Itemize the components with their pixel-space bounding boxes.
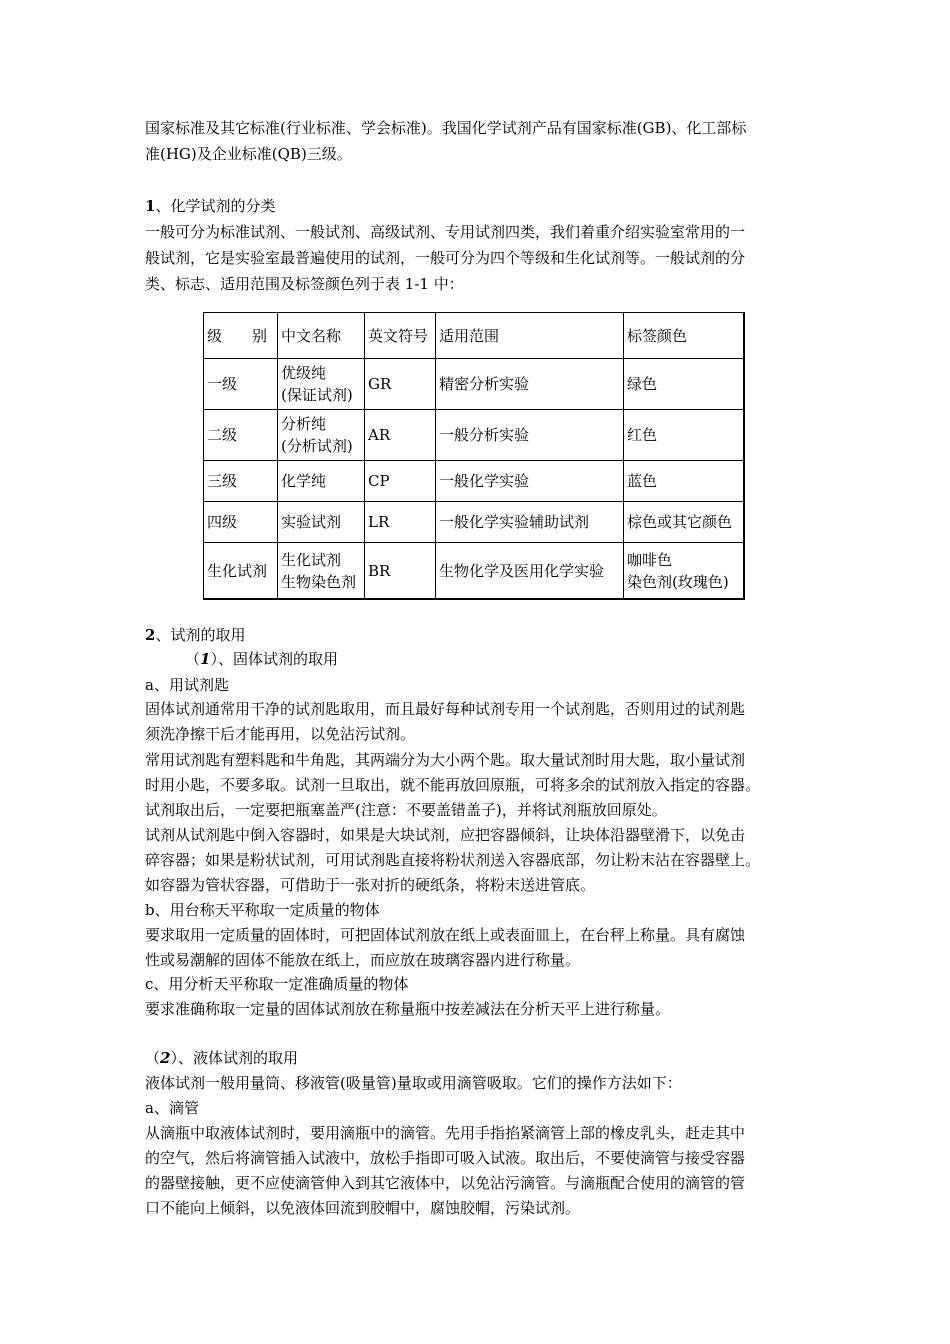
subsection2-open-paren: （ [145,1049,161,1067]
item-a-line: 时用小匙，不要多取。试剂一旦取出，就不能再放回原瓶，可将多余的试剂放入指定的容器。 [145,776,761,794]
header-grade: 级 别 [204,313,278,359]
subsection2-number: 2 [160,1049,171,1067]
section1-title: 、化学试剂的分类 [155,197,276,215]
cell-name-line: (保证试剂) [281,386,353,404]
cell-color [624,543,745,600]
subsection2-title: ）、液体试剂的取用 [170,1049,298,1067]
item-c-title: c、用分析天平称取一定准确质量的物体 [145,975,409,993]
intro-line-1: 国家标准及其它标准(行业标准、学会标准)。我国化学试剂产品有国家标准(GB)、化工部标 [145,119,747,137]
reagent-grade-table [203,312,745,600]
item-a-line: 碎容器；如果是粉状试剂，可用试剂匙直接将粉状剂送入容器底部，勿让粉末沾在容器壁上。 [145,851,761,869]
cell-symbol: BR [365,543,436,600]
cell-name-line: 优级纯 [281,364,327,382]
cell-color [624,410,745,461]
table-row [204,410,745,461]
section1-para-line-2: 般试剂，它是实验室最普遍使用的试剂，一般可分为四个等级和生化试剂等。一般试剂的分 [145,249,746,267]
cell-symbol: AR [365,410,436,461]
cell-color [624,359,745,410]
cell-grade: 四级 [204,502,278,543]
cell-name-line: 实验试剂 [281,513,342,531]
cell-symbol: GR [365,359,436,410]
item-a-line: 如容器为管状容器，可借助于一张对折的硬纸条，将粉末送进管底。 [145,876,596,894]
item-a-line: 固体试剂通常用干净的试剂匙取用，而且最好每种试剂专用一个试剂匙，否则用过的试剂匙 [145,700,746,718]
cell-color [624,461,745,502]
cell-grade: 生化试剂 [204,543,278,600]
header-chinese-name: 中文名称 [278,313,365,359]
liquid-intro: 液体试剂一般用量筒、移液管(吸量管)量取或用滴管吸取。它们的操作方法如下： [145,1074,682,1092]
cell-color-line: 染色剂(玫瑰色) [627,572,729,591]
cell-name [278,543,365,600]
table-row [204,502,745,543]
table-row [204,461,745,502]
section1-number: 1 [145,197,156,215]
table-row [204,359,745,410]
subsection1-open-paren: （ [185,650,201,668]
subsection2-heading [145,1045,298,1071]
cell-name-line: 化学纯 [281,472,327,490]
cell-name-line: 生化试剂 [281,550,342,569]
cell-name [278,410,365,461]
subsection1-number: 1 [200,650,211,668]
cell-usage: 一般化学实验 [436,461,624,502]
cell-usage: 一般分析实验 [436,410,624,461]
cell-usage: 一般化学实验辅助试剂 [436,502,624,543]
section1-para-line-3: 类、标志、适用范围及标签颜色列于表 1-1 中： [145,275,464,293]
cell-name [278,359,365,410]
cell-grade: 一级 [204,359,278,410]
cell-color-line: 红色 [627,426,658,444]
liquid-item-a-line: 的器壁接触，更不应使滴管伸入到其它液体中，以免沾污滴管。与滴瓶配合使用的滴管的管 [145,1174,746,1192]
table-row [204,543,745,600]
item-a-line: 须洗净擦干后才能再用，以免沾污试剂。 [145,725,416,743]
cell-name-line: 生物染色剂 [281,572,357,591]
header-label-color: 标签颜色 [624,313,745,359]
section2-heading [145,622,245,648]
item-a-line: 试剂从试剂匙中倒入容器时，如果是大块试剂，应把容器倾斜，让块体沿器壁滑下，以免击 [145,826,746,844]
cell-usage: 生物化学及医用化学实验 [436,543,624,600]
cell-grade: 三级 [204,461,278,502]
liquid-item-a-line: 从滴瓶中取液体试剂时，要用滴瓶中的滴管。先用手指掐紧滴管上部的橡皮乳头，赶走其中 [145,1124,746,1142]
cell-symbol: CP [365,461,436,502]
cell-name [278,502,365,543]
section2-title: 、试剂的取用 [155,626,246,644]
cell-grade: 二级 [204,410,278,461]
section1-para-line-1: 一般可分为标准试剂、一般试剂、高级试剂、专用试剂四类，我们着重介绍实验室常用的一 [145,223,746,241]
cell-color-line: 棕色或其它颜色 [627,513,733,531]
header-english-symbol: 英文符号 [365,313,436,359]
intro-line-2: 准(HG)及企业标准(QB)三级。 [145,145,352,163]
table-header-row [204,313,745,359]
item-b-line: 性或易潮解的固体不能放在纸上，而应放在玻璃容器内进行称量。 [145,951,581,969]
item-a-title: a、用试剂匙 [145,676,229,694]
liquid-item-a-line: 口不能向上倾斜，以免液体回流到胶帽中，腐蚀胶帽，污染试剂。 [145,1199,581,1217]
item-b-line: 要求取用一定质量的固体时，可把固体试剂放在纸上或表面皿上，在台秤上称量。具有腐蚀 [145,926,746,944]
subsection1-title: ）、固体试剂的取用 [210,650,338,668]
item-a-line: 试剂取出后，一定要把瓶塞盖严(注意：不要盖错盖子)，并将试剂瓶放回原处。 [145,801,667,819]
subsection1-heading [185,646,338,672]
section1-heading [145,193,275,219]
cell-color-line: 绿色 [627,375,658,393]
cell-color-line: 咖啡色 [627,550,673,569]
item-c-line: 要求准确称取一定量的固体试剂放在称量瓶中按差减法在分析天平上进行称量。 [145,1000,671,1018]
section2-number: 2 [145,626,156,644]
cell-name [278,461,365,502]
cell-symbol: LR [365,502,436,543]
cell-name-line: (分析试剂) [281,437,353,455]
item-b-title: b、用台称天平称取一定质量的物体 [145,901,380,919]
header-usage: 适用范围 [436,313,624,359]
cell-usage: 精密分析实验 [436,359,624,410]
liquid-item-a-line: 的空气，然后将滴管插入试液中，放松手指即可吸入试液。取出后，不要使滴管与接受容器 [145,1149,746,1167]
cell-name-line: 分析纯 [281,415,327,433]
item-a-line: 常用试剂匙有塑料匙和牛角匙，其两端分为大小两个匙。取大量试剂时用大匙，取小量试剂 [145,751,746,769]
liquid-item-a-title: a、滴管 [145,1099,199,1117]
cell-color [624,502,745,543]
cell-color-line: 蓝色 [627,472,658,490]
